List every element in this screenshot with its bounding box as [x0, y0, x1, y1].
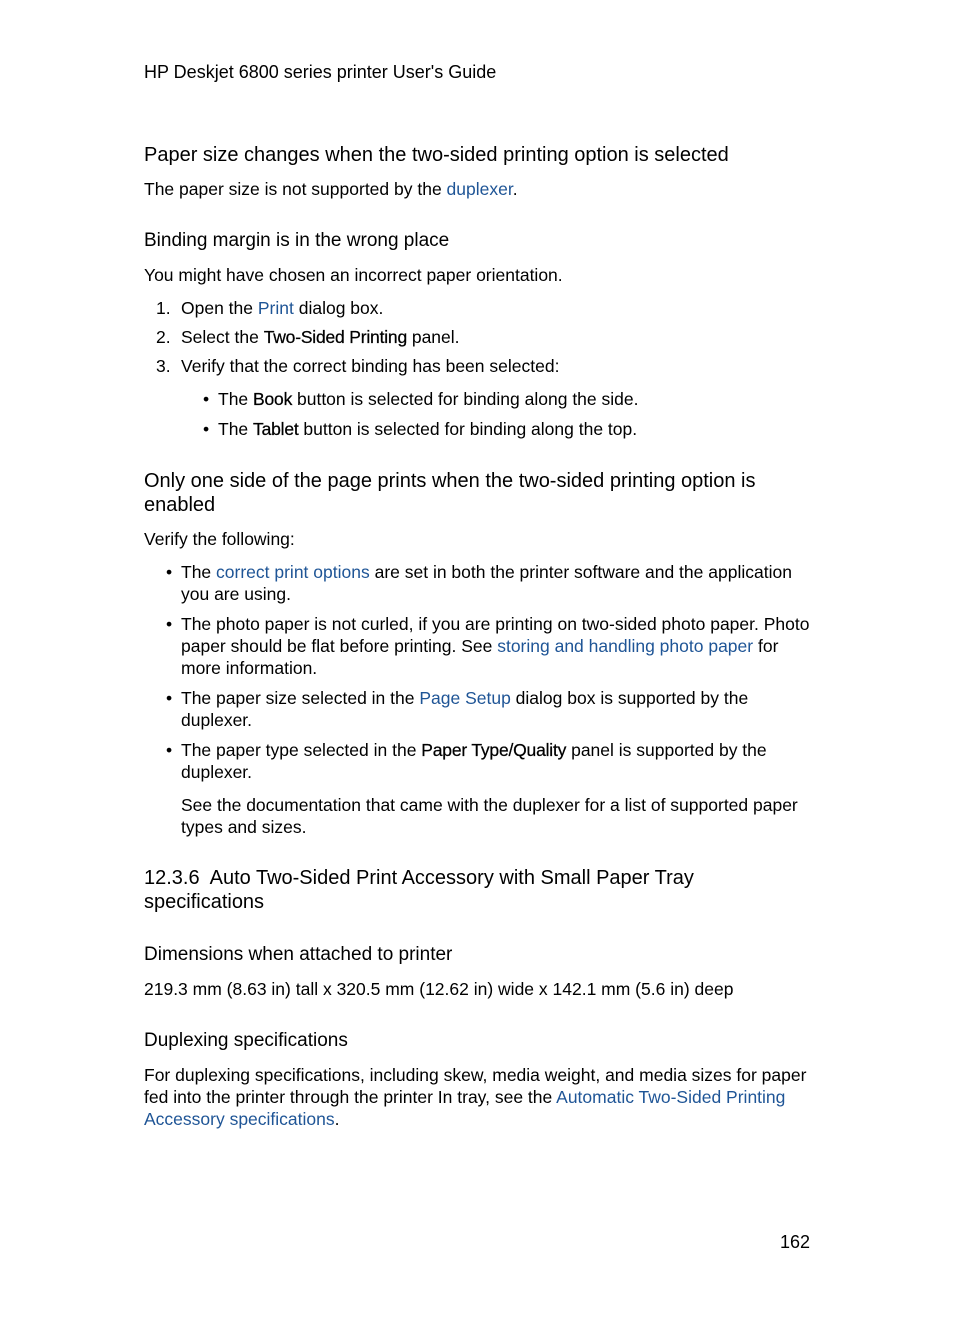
section-number: 12.3.6	[144, 867, 200, 889]
list-item: • The paper type selected in the Paper Type/Quality panel is supported by the duplexer.	[166, 740, 767, 782]
list-item: • The photo paper is not curled, if you are printing on two-sided photo paper. Photo paper should be flat before printing. See storing and handling photo paper for more information.	[166, 614, 810, 678]
heading-only-one-side: Only one side of the page prints when the two-sided printing option is enabled	[144, 470, 756, 516]
list-item: 1. Open the Print dialog box.	[156, 298, 384, 318]
paragraph-verify: Verify the following:	[144, 529, 295, 549]
list-item: • The correct print options are set in both the printer software and the application you are using.	[166, 562, 792, 604]
list-item: • The Book button is selected for binding along the side.	[203, 389, 639, 409]
list-item: • The Tablet button is selected for binding along the top.	[203, 419, 638, 439]
link-automatic-two-sided-specs[interactable]: Automatic Two-Sided Printing Accessory specifications	[144, 1087, 786, 1129]
bullet-icon: •	[166, 614, 173, 634]
link-correct-print-options[interactable]: correct print options	[216, 562, 370, 582]
link-page-setup[interactable]: Page Setup	[419, 688, 511, 708]
heading-dimensions: Dimensions when attached to printer	[144, 944, 453, 965]
heading-paper-size-changes: Paper size changes when the two-sided printing option is selected	[144, 144, 729, 166]
link-storing-handling-photo-paper[interactable]: storing and handling photo paper	[497, 636, 754, 656]
binding-steps-list	[144, 297, 814, 384]
list-item: 3. Verify that the correct binding has been selected:	[156, 356, 560, 376]
section-heading-12-3-6	[144, 866, 814, 914]
list-item: 2. Select the Two-Sided Printing panel.	[156, 327, 460, 347]
page-number: 162	[779, 1232, 810, 1252]
list-item: • The paper size selected in the Page Setup dialog box is supported by the duplexer.	[166, 688, 749, 730]
heading-duplexing-specs: Duplexing specifications	[144, 1030, 348, 1051]
list-note: See the documentation that came with the duplexer for a list of supported paper types and sizes.	[181, 795, 798, 837]
heading-binding-margin: Binding margin is in the wrong place	[144, 230, 450, 251]
ui-term-two-sided-printing: Two-Sided Printing	[263, 327, 407, 347]
bullet-icon: •	[166, 740, 173, 760]
bullet-icon: •	[203, 419, 210, 439]
paragraph-dimensions: 219.3 mm (8.63 in) tall x 320.5 mm (12.62 in) wide x 142.1 mm (5.6 in) deep	[144, 979, 734, 999]
binding-options-list	[203, 388, 818, 440]
verify-list	[166, 561, 817, 838]
paragraph-paper-size: The paper size is not supported by the duplexer.	[144, 179, 518, 199]
ui-term-book: Book	[253, 389, 293, 409]
ui-term-tablet: Tablet	[253, 419, 299, 439]
bullet-icon: •	[203, 389, 210, 409]
bullet-icon: •	[166, 688, 173, 708]
bullet-icon: •	[166, 562, 173, 582]
ui-term-paper-type-quality: Paper Type/Quality	[421, 740, 567, 760]
running-header: HP Deskjet 6800 series printer User's Guide	[144, 62, 497, 82]
link-duplexer[interactable]: duplexer	[446, 179, 513, 199]
section-title: Auto Two-Sided Print Accessory with Small Paper Tray specifications	[144, 867, 694, 913]
link-print[interactable]: Print	[257, 298, 294, 318]
paragraph-duplexing-specs: For duplexing specifications, including skew, media weight, and media sizes for paper fed into the printer through the printer In tray, see the Automatic Two-Sided Printing Accessory specifications.	[144, 1065, 807, 1129]
paragraph-binding-intro: You might have chosen an incorrect paper orientation.	[144, 265, 563, 285]
